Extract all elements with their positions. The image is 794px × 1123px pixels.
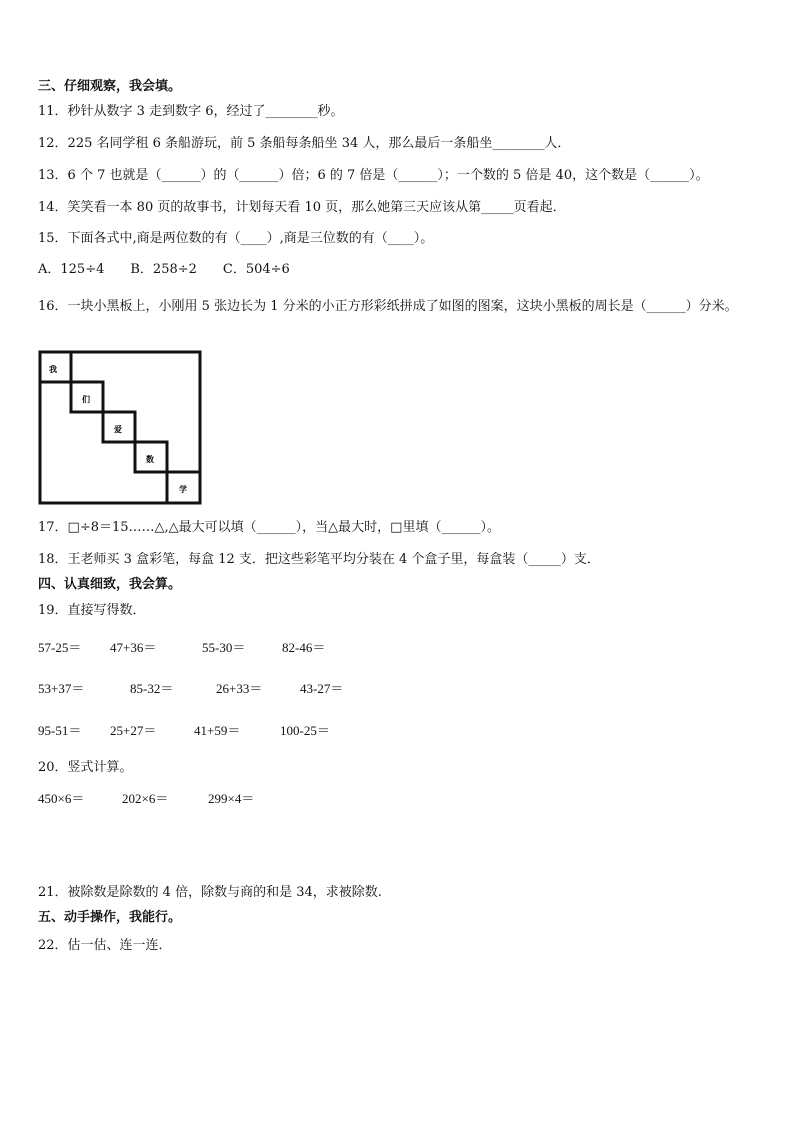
calc-item: 202×6＝ (122, 791, 169, 806)
question-15-options: A．125÷4 B．258÷2 C．504÷6 (38, 262, 290, 277)
calc-item: 100-25＝ (280, 723, 330, 738)
section-5-heading: 五、动手操作，我能行。 (38, 910, 182, 925)
question-21: 21．被除数是除数的 4 倍，除数与商的和是 34，求被除数. (38, 885, 382, 900)
figure-cell-2: 们 (82, 395, 90, 404)
question-20: 20．竖式计算。 (38, 760, 133, 775)
question-18: 18．王老师买 3 盒彩笔，每盒 12 支．把这些彩笔平均分装在 4 个盒子里，每盒装（_____）支． (38, 552, 600, 567)
calc-item: 85-32＝ (130, 681, 174, 696)
calc-item: 47+36＝ (110, 640, 157, 655)
question-11: 11．秒针从数字 3 走到数字 6，经过了________秒。 (38, 104, 344, 119)
question-16: 16．一块小黑板上，小刚用 5 张边长为 1 分米的小正方形彩纸拼成了如图的图案，这块小黑板的周长是（______）分米。 (38, 299, 738, 314)
question-15: 15．下面各式中,商是两位数的有（____）,商是三位数的有（____）。 (38, 231, 434, 246)
figure-cell-4: 数 (146, 455, 154, 464)
calc-item: 41+59＝ (194, 723, 241, 738)
section-4-heading: 四、认真细致，我会算。 (38, 577, 182, 592)
figure-cell-1: 我 (49, 365, 57, 374)
calc-item: 53+37＝ (38, 681, 85, 696)
question-19: 19．直接写得数． (38, 603, 146, 618)
calc-item: 57-25＝ (38, 640, 82, 655)
calc-item: 55-30＝ (202, 640, 246, 655)
figure-cell-5: 学 (179, 485, 187, 494)
figure-cell-3: 爱 (114, 425, 122, 434)
question-22: 22．估一估、连一连． (38, 938, 172, 953)
calc-item: 450×6＝ (38, 791, 85, 806)
calc-item: 82-46＝ (282, 640, 326, 655)
calc-item: 25+27＝ (110, 723, 157, 738)
calc-item: 95-51＝ (38, 723, 82, 738)
question-17: 17．□÷8＝15……△,△最大可以填（______），当△最大时，□里填（______）。 (38, 520, 500, 535)
calc-item: 26+33＝ (216, 681, 263, 696)
question-14: 14．笑笑看一本 80 页的故事书，计划每天看 10 页，那么她第三天应该从第_____页看起． (38, 200, 566, 215)
question-13: 13．6 个 7 也就是（______）的（______）倍；6 的 7 倍是（______）；一个数的 5 倍是 40，这个数是（______）。 (38, 168, 709, 183)
calc-item: 299×4＝ (208, 791, 255, 806)
calc-item: 43-27＝ (300, 681, 344, 696)
section-3-heading: 三、仔细观察，我会填。 (38, 79, 182, 94)
question-12: 12．225 名同学租 6 条船游玩，前 5 条船每条船坐 34 人，那么最后一条船坐________人． (38, 136, 571, 151)
staircase-figure (38, 350, 202, 510)
